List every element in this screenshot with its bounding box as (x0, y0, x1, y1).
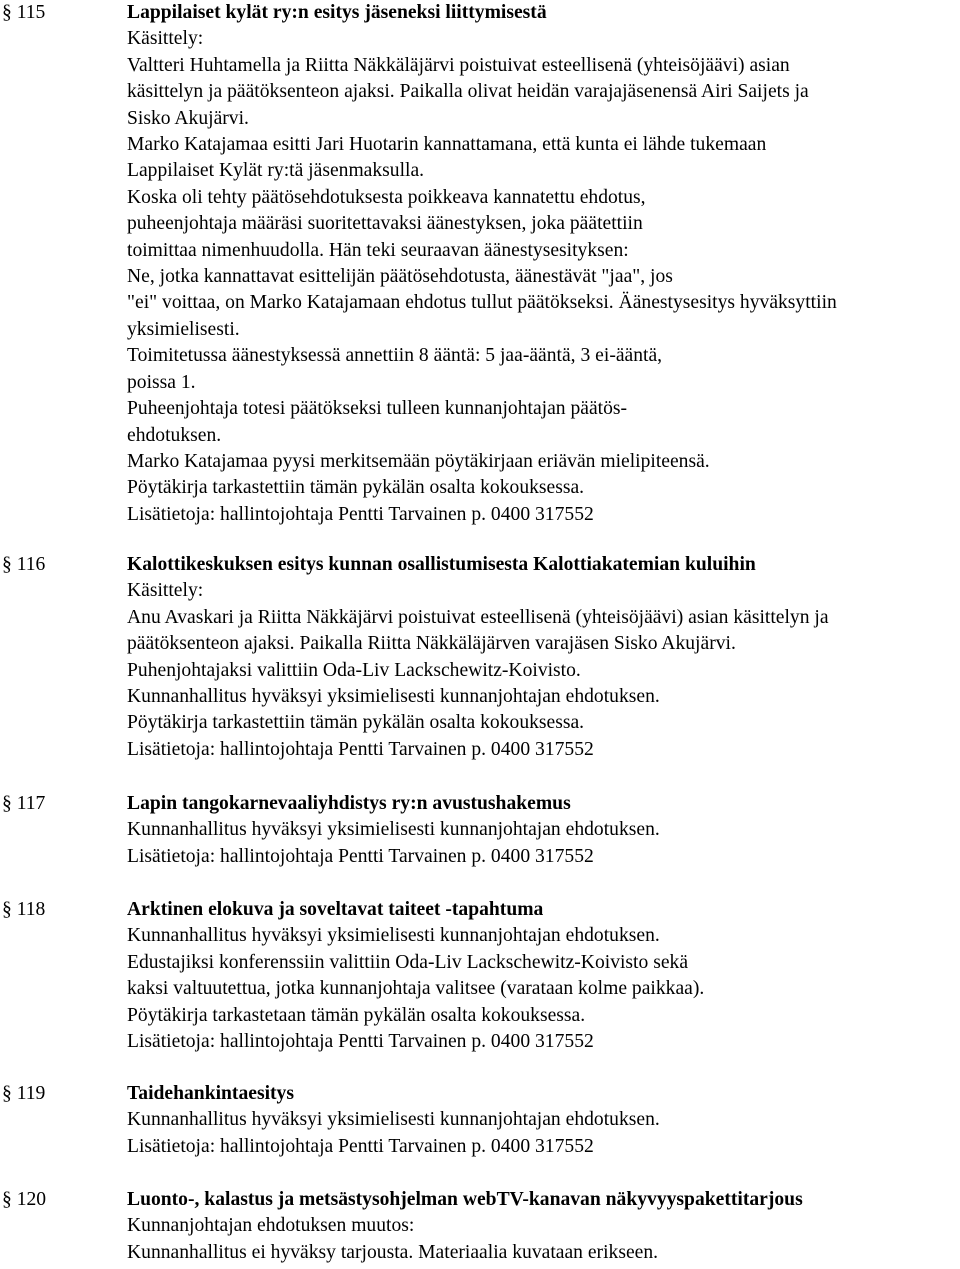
text-line: Marko Katajamaa pyysi merkitsemään pöytäkirjaan eriävän mielipiteensä. (127, 450, 710, 472)
text-line: päätöksenteon ajaksi. Paikalla Riitta Näkkäläjärven varajäsen Sisko Akujärvi. (127, 633, 736, 655)
text-line: Sisko Akujärvi. (127, 107, 249, 129)
text-line: Kunnanhallitus hyväksyi yksimielisesti kunnanjohtajan ehdotuksen. (127, 925, 660, 947)
section-body (127, 791, 960, 870)
section-body (127, 552, 960, 763)
section-title: Taidehankintaesitys (127, 1083, 294, 1104)
text-line: Kunnanhallitus hyväksyi yksimielisesti kunnanjohtajan ehdotuksen. (127, 1109, 660, 1131)
text-line: Valtteri Huhtamella ja Riitta Näkkäläjärvi poistuivat esteellisenä (yhteisöjäävi) asian (127, 54, 790, 76)
text-line: poissa 1. (127, 371, 196, 393)
section-number: § 117 (2, 793, 46, 814)
section-title: Kalottikeskuksen esitys kunnan osallistumisesta Kalottiakatemian kuluihin (127, 554, 756, 575)
text-line: Anu Avaskari ja Riitta Näkkäjärvi poistuivat esteellisenä (yhteisöjäävi) asian käsittelyn ja (127, 606, 829, 628)
text-line: Koska oli tehty päätösehdotuksesta poikkeava kannatettu ehdotus, (127, 186, 646, 208)
text-line: Pöytäkirja tarkastettiin tämän pykälän osalta kokouksessa. (127, 477, 585, 499)
section-body (127, 1081, 960, 1160)
text-line: Lisätietoja: hallintojohtaja Pentti Tarvainen p. 0400 317552 (127, 503, 594, 525)
text-line: yksimielisesti. (127, 318, 240, 340)
text-line: Käsittely: (127, 28, 204, 50)
section-body (127, 1187, 960, 1266)
section-title: Luonto-, kalastus ja metsästysohjelman webTV-kanavan näkyvyyspakettitarjous (127, 1189, 803, 1210)
text-line: Puheenjohtaja totesi päätökseksi tulleen kunnanjohtajan päätös- (127, 398, 628, 420)
section-title: Lappilaiset kylät ry:n esitys jäseneksi liittymisestä (127, 2, 547, 23)
section-body (127, 0, 960, 528)
section-number: § 115 (2, 2, 46, 23)
text-line: Edustajiksi konferenssiin valittiin Oda-Liv Lackschewitz-Koivisto sekä (127, 951, 689, 973)
section-body (127, 897, 960, 1055)
text-line: Toimitetussa äänestyksessä annettiin 8 ääntä: 5 jaa-ääntä, 3 ei-ääntä, (127, 345, 663, 367)
text-line: ehdotuksen. (127, 424, 222, 446)
text-line: "ei" voittaa, on Marko Katajamaan ehdotus tullut päätökseksi. Äänestysesitys hyväksyttiin (127, 292, 837, 314)
text-line: Kunnanhallitus ei hyväksy tarjousta. Materiaalia kuvataan erikseen. (127, 1241, 659, 1263)
text-line: Kunnanhallitus hyväksyi yksimielisesti kunnanjohtajan ehdotuksen. (127, 819, 660, 841)
section-number: § 116 (2, 554, 46, 575)
text-line: toimittaa nimenhuudolla. Hän teki seuraavan äänestysesityksen: (127, 239, 629, 261)
section-number: § 119 (2, 1083, 46, 1104)
text-line: Lisätietoja: hallintojohtaja Pentti Tarvainen p. 0400 317552 (127, 1031, 594, 1053)
text-line: kaksi valtuutettua, jotka kunnanjohtaja valitsee (varataan kolme paikkaa). (127, 978, 705, 1000)
text-line: Lappilaiset Kylät ry:tä jäsenmaksulla. (127, 160, 425, 182)
text-line: Lisätietoja: hallintojohtaja Pentti Tarvainen p. 0400 317552 (127, 1135, 594, 1157)
text-line: Kunnanhallitus hyväksyi yksimielisesti kunnanjohtajan ehdotuksen. (127, 686, 660, 708)
text-line: Puhenjohtajaksi valittiin Oda-Liv Lackschewitz-Koivisto. (127, 659, 581, 681)
text-line: Kunnanjohtajan ehdotuksen muutos: (127, 1215, 415, 1237)
text-line: Pöytäkirja tarkastettiin tämän pykälän osalta kokouksessa. (127, 712, 585, 734)
text-line: Marko Katajamaa esitti Jari Huotarin kannattamana, että kunta ei lähde tukemaan (127, 134, 767, 156)
section-title: Arktinen elokuva ja soveltavat taiteet -tapahtuma (127, 899, 544, 920)
text-line: Ne, jotka kannattavat esittelijän päätösehdotusta, äänestävät "jaa", jos (127, 266, 673, 288)
text-line: Lisätietoja: hallintojohtaja Pentti Tarvainen p. 0400 317552 (127, 738, 594, 760)
text-line: Lisätietoja: hallintojohtaja Pentti Tarvainen p. 0400 317552 (127, 845, 594, 867)
section-title: Lapin tangokarnevaaliyhdistys ry:n avustushakemus (127, 793, 571, 814)
text-line: käsittelyn ja päätöksenteon ajaksi. Paikalla olivat heidän varajajäsenensä Airi Saijets ja (127, 81, 809, 103)
section-number: § 120 (2, 1189, 47, 1210)
text-line: Käsittely: (127, 580, 204, 602)
text-line: puheenjohtaja määräsi suoritettavaksi äänestyksen, joka päätettiin (127, 213, 643, 235)
section-number: § 118 (2, 899, 46, 920)
text-line: Pöytäkirja tarkastetaan tämän pykälän osalta kokouksessa. (127, 1004, 586, 1026)
